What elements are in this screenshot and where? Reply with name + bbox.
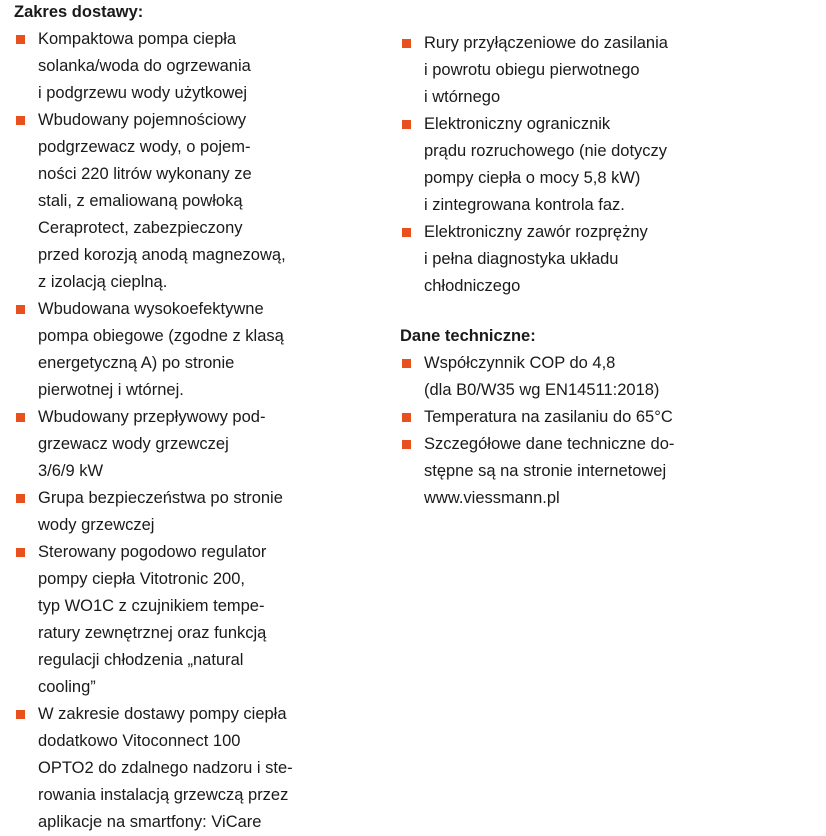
list-item-text-line: Kompaktowa pompa ciepła — [38, 30, 237, 48]
square-bullet-icon — [402, 440, 411, 449]
list-item-text-line: aplikacje na smartfony: ViCare — [38, 813, 262, 831]
list-item — [400, 431, 720, 512]
list-item-text-line: pompy ciepła o mocy 5,8 kW) — [424, 169, 641, 187]
list-item-text-line: i wtórnego — [424, 88, 501, 106]
square-bullet-icon — [402, 359, 411, 368]
list-item — [14, 701, 334, 836]
scope-heading: Zakres dostawy: — [14, 3, 144, 21]
list-item-text-line: cooling” — [38, 678, 96, 696]
technical-list — [400, 350, 720, 512]
list-item — [14, 296, 334, 404]
list-item-text-line: rowania instalacją grzewczą przez — [38, 786, 289, 804]
list-item — [14, 26, 334, 107]
list-item-text-line: Wbudowany przepływowy pod- — [38, 408, 266, 426]
list-item-text-line: ratury zewnętrznej oraz funkcją — [38, 624, 267, 642]
list-item-text-line: Temperatura na zasilaniu do 65°C — [424, 408, 673, 426]
list-item-text-line: W zakresie dostawy pompy ciepła — [38, 705, 287, 723]
list-item-text-line: Elektroniczny zawór rozprężny — [424, 223, 648, 241]
list-item-text-line: przed korozją anodą magnezową, — [38, 246, 286, 264]
list-item — [14, 107, 334, 296]
scope-list-left — [14, 26, 334, 836]
square-bullet-icon — [402, 120, 411, 129]
square-bullet-icon — [16, 305, 25, 314]
list-item — [400, 30, 720, 111]
list-item-text-line: energetyczną A) po stronie — [38, 354, 235, 372]
list-item-text-line: Elektroniczny ogranicznik — [424, 115, 611, 133]
list-item-text-line: podgrzewacz wody, o pojem- — [38, 138, 251, 156]
scope-list-right — [400, 30, 720, 300]
list-item-text-line: regulacji chłodzenia „natural — [38, 651, 244, 669]
technical-heading: Dane techniczne: — [400, 327, 536, 345]
square-bullet-icon — [16, 710, 25, 719]
list-item-text-line: i podgrzewu wody użytkowej — [38, 84, 248, 102]
list-item-text-line: Wbudowany pojemnościowy — [38, 111, 247, 129]
square-bullet-icon — [16, 494, 25, 503]
list-item-text-line: Wbudowana wysokoefektywne — [38, 300, 264, 318]
right-column — [400, 30, 720, 512]
list-item — [400, 404, 720, 431]
list-item-text-line: pierwotnej i wtórnej. — [38, 381, 184, 399]
list-item-text-line: pompa obiegowe (zgodne z klasą — [38, 327, 284, 345]
list-item-text-line: Współczynnik COP do 4,8 — [424, 354, 616, 372]
list-item — [14, 404, 334, 485]
list-item-text-line: i pełna diagnostyka układu — [424, 250, 619, 268]
list-item-text-line: Ceraprotect, zabezpieczony — [38, 219, 243, 237]
list-item-text-line: Rury przyłączeniowe do zasilania — [424, 34, 668, 52]
square-bullet-icon — [16, 413, 25, 422]
list-item-text-line: typ WO1C z czujnikiem tempe- — [38, 597, 265, 615]
square-bullet-icon — [16, 116, 25, 125]
list-item-text-line: wody grzewczej — [38, 516, 155, 534]
list-item-text-line: grzewacz wody grzewczej — [38, 435, 229, 453]
list-item-text-line: solanka/woda do ogrzewania — [38, 57, 251, 75]
square-bullet-icon — [16, 35, 25, 44]
list-item-text-line: dodatkowo Vitoconnect 100 — [38, 732, 241, 750]
list-item — [400, 219, 720, 300]
list-item-text-line: stali, z emaliowaną powłoką — [38, 192, 243, 210]
list-item-text-line: z izolacją cieplną. — [38, 273, 168, 291]
list-item-text-line: Grupa bezpieczeństwa po stronie — [38, 489, 283, 507]
list-item — [400, 350, 720, 404]
list-item-text-line: pompy ciepła Vitotronic 200, — [38, 570, 245, 588]
list-item-text-line: i powrotu obiegu pierwotnego — [424, 61, 640, 79]
list-item-text-line: 3/6/9 kW — [38, 462, 104, 480]
list-item-text-line: Szczegółowe dane techniczne do- — [424, 435, 675, 453]
square-bullet-icon — [16, 548, 25, 557]
left-column — [14, 0, 334, 836]
list-item-text-line: Sterowany pogodowo regulator — [38, 543, 267, 561]
list-item — [400, 111, 720, 219]
list-item-text-line: ności 220 litrów wykonany ze — [38, 165, 252, 183]
section-spacer — [400, 300, 720, 323]
list-item — [14, 485, 334, 539]
list-item-text-line: prądu rozruchowego (nie dotyczy — [424, 142, 668, 160]
list-item — [14, 539, 334, 701]
list-item-text-line: stępne są na stronie internetowej — [424, 462, 667, 480]
list-item-text-line: i zintegrowana kontrola faz. — [424, 196, 625, 214]
square-bullet-icon — [402, 413, 411, 422]
square-bullet-icon — [402, 228, 411, 237]
square-bullet-icon — [402, 39, 411, 48]
list-item-text-line: OPTO2 do zdalnego nadzoru i ste- — [38, 759, 293, 777]
list-item-text-line: (dla B0/W35 wg EN14511:2018) — [424, 381, 660, 399]
list-item-text-line: chłodniczego — [424, 277, 521, 295]
list-item-text-line: www.viessmann.pl — [424, 489, 560, 507]
